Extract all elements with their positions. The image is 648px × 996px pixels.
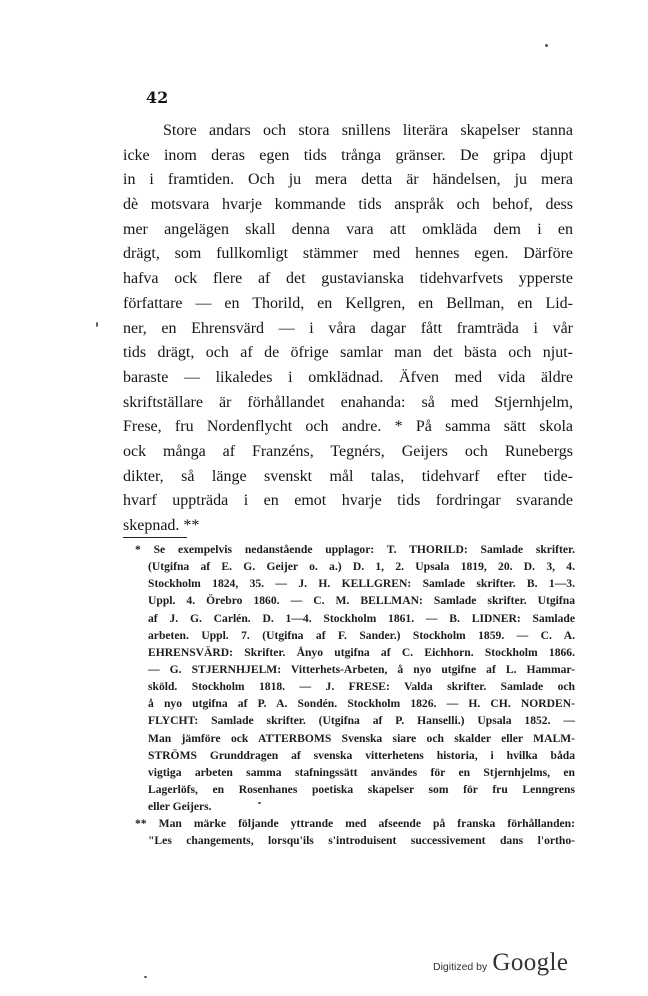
body-line: baraste — likaledes i omklädnad. Äfven med vida äldre [123,368,573,386]
body-line: skriftställare är förhållandet enahanda: så med Stjernhjelm, [123,393,573,411]
body-line: skepnad. ** [123,517,200,534]
scan-speck [144,976,147,978]
body-line: drägt, som fullkomligt stämmer med hennes egen. Därföre [123,245,573,263]
footnote-line: "Les changements, lorsqu'ils s'introduisent successivement dans l'ortho- [148,834,575,848]
footnote-line: af J. G. Carlén. D. 1—4. Stockholm 1861. — B. LIDNER: Samlade [148,611,575,625]
body-line: tids drägt, och af de öfrige samlar man det bästa och njut- [123,344,573,362]
scan-speck [545,44,548,47]
scan-speck [258,802,261,804]
body-line: ner, en Ehrensvärd — i våra dagar fått framträda i vår [123,319,573,337]
page-number: 42 [146,88,169,107]
footnote-line: — G. STJERNHJELM: Vitterhets-Arbeten, å nyo utgifne af L. Hammar- [148,662,575,676]
body-line: dè motsvara hvarje kommande tids anspråk och behof, dess [123,196,573,214]
footnote-line: Man jämföre ock ATTERBOMS Svenska siare och skalder eller MALM- [148,731,575,745]
footnote-line: Stockholm 1824, 35. — J. H. KELLGREN: Samlade skrifter. B. 1—3. [148,577,575,591]
digitized-by-label: Digitized by [433,961,488,973]
footnote-line: * Se exempelvis nedanstående upplagor: T. THORILD: Samlade skrifter. [135,543,575,556]
body-line: Frese, fru Nordenflycht och andre. * På samma sätt skola [123,418,573,436]
footnote-line: å nyo utgifna af P. A. Sondén. Stockholm 1826. — H. CH. NORDEN- [148,697,575,711]
footnote-line: STRÖMS Grunddragen af svenska vitterhetens historia, i hvilka båda [148,748,575,762]
body-line: in i framtiden. Och ju mera detta är händelsen, ju mera [123,171,573,189]
footnote-separator [123,537,187,538]
footnote-line: eller Geijers. [148,800,212,814]
footnote-line: vigtiga arbeten samma stafningssätt användes för en Stjernhjelms, en [148,765,575,779]
body-line: hvarf uppträda i en emot hvarje tids fordringar svarande [123,492,573,510]
scan-speck [96,322,98,327]
body-line: hafva ock flere af det gustavianska tidehvarfvets ypperste [123,270,573,288]
footnote-line: arbeten. Uppl. 7. (Utgifna af F. Sander.) Stockholm 1859. — C. A. [148,628,575,642]
footnote-line: ** Man märke följande yttrande med afseende på franska förhållanden: [135,817,575,831]
body-line: ock många af Franzéns, Tegnérs, Geijers och Runebergs [123,442,573,460]
body-line: författare — en Thorild, en Kellgren, en Bellman, en Lid- [123,294,573,312]
digitized-by-google-watermark [433,949,568,977]
footnote-line: EHRENSVÄRD: Skrifter. Ånyo utgifna af C. Eichhorn. Stockholm 1866. [148,645,575,659]
footnote-line: (Utgifna af E. G. Geijer o. a.) D. 1, 2. Upsala 1819, 20. D. 3, 4. [148,560,575,574]
body-line: mer angelägen skall denna vara att omkläda dem i en [123,220,573,238]
footnotes [123,541,575,850]
footnote-line: sköld. Stockholm 1818. — J. FRESE: Valda skrifter. Samlade och [148,680,575,694]
footnote-line: Uppl. 4. Örebro 1860. — C. M. BELLMAN: Samlade skrifter. Utgifna [148,594,575,608]
footnote-line: Lagerlöfs, en Rosenhanes poetiska skapelser som för fru Lenngrens [148,782,575,796]
body-line: dikter, så länge svenskt mål talas, tidehvarf efter tide- [123,467,573,485]
body-line: icke inom deras egen tids trånga gränser. De gripa djupt [123,146,573,164]
google-wordmark: Google [492,949,569,976]
footnote-line: FLYCHT: Samlade skrifter. (Utgifna af P. Hanselli.) Upsala 1852. — [148,714,575,728]
body-text [123,119,573,539]
body-line: Store andars och stora snillens literära skapelser stanna [163,122,573,139]
